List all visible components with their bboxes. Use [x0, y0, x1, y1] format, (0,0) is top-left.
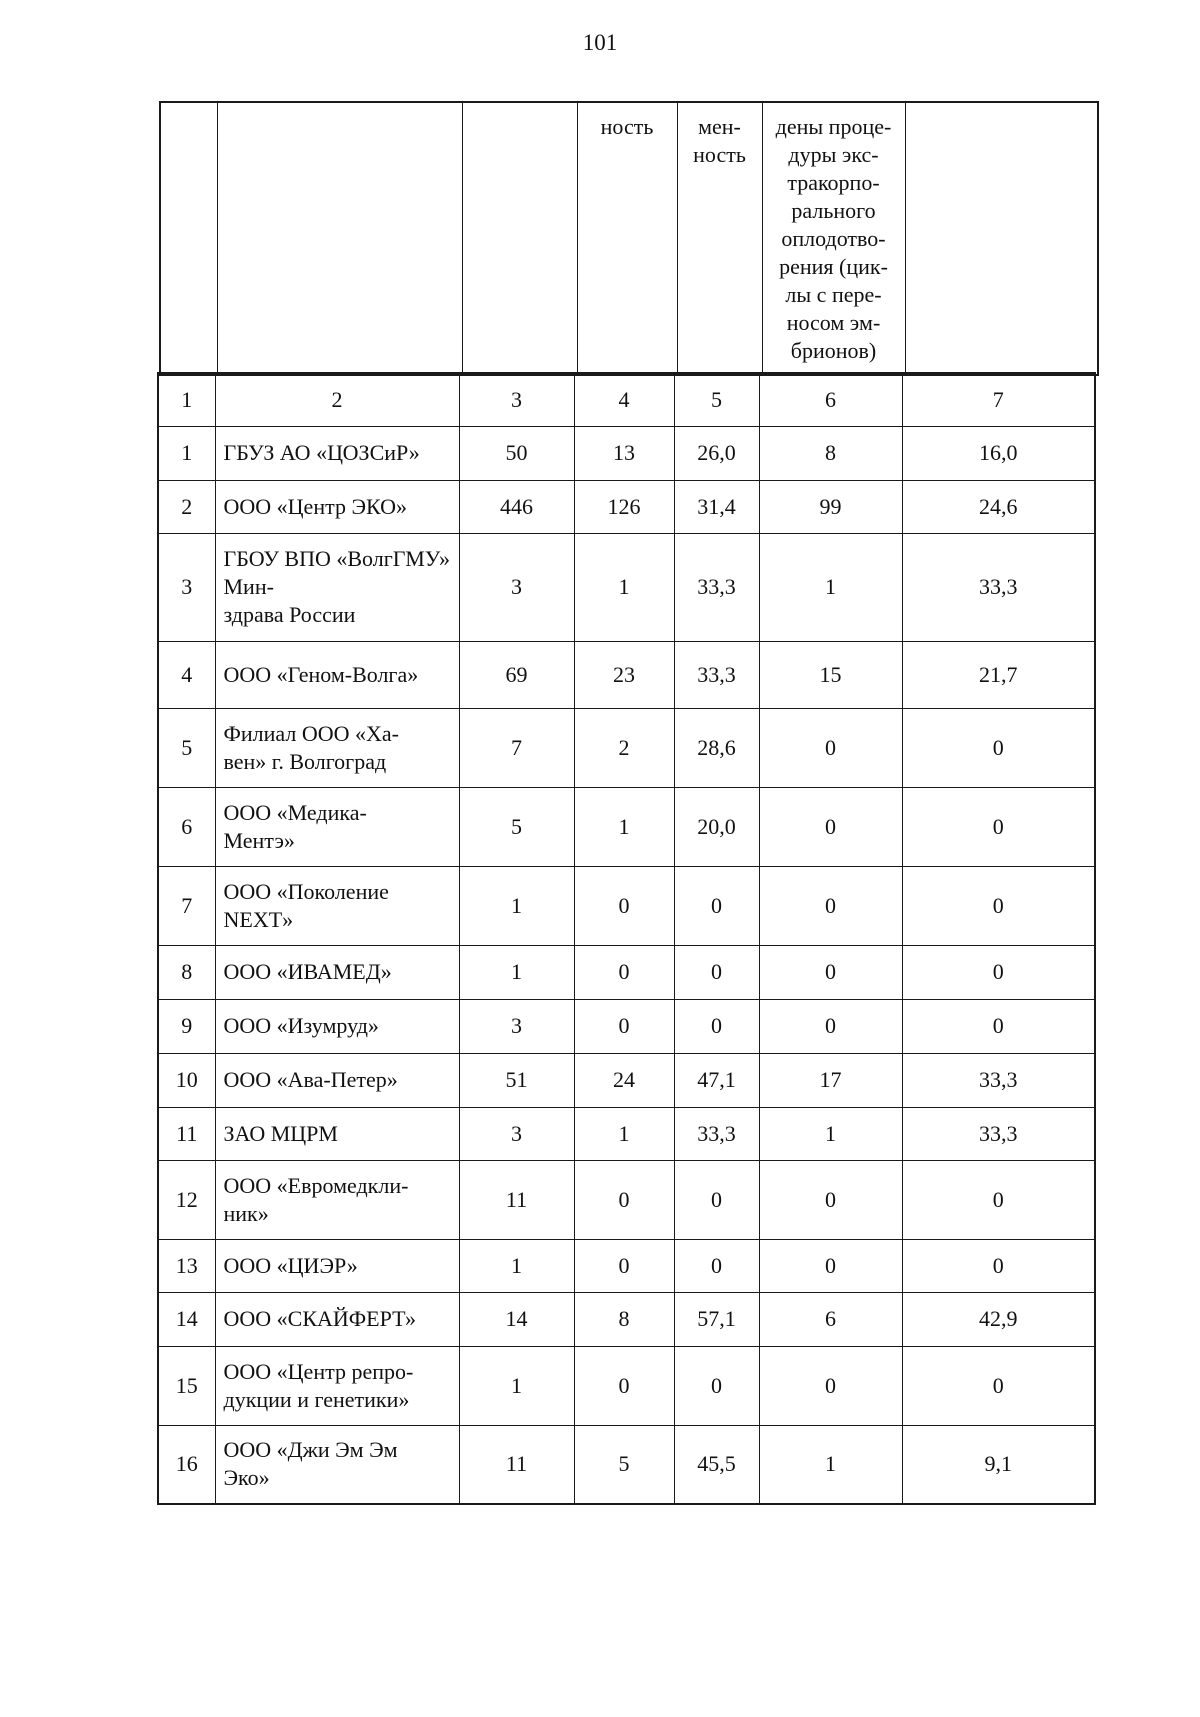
col6-value-cell: 17: [759, 1053, 902, 1107]
row-number-cell: 4: [158, 641, 215, 708]
organization-name-cell: ООО «Изумруд»: [215, 999, 459, 1053]
col3-value-cell: 3: [459, 999, 574, 1053]
table-row: [158, 1107, 1095, 1160]
organization-name-cell: ООО «Ава-Петер»: [215, 1053, 459, 1107]
col7-value-cell: 33,3: [902, 533, 1095, 641]
col5-value-cell: 45,5: [674, 1425, 759, 1504]
table-row: [158, 533, 1095, 641]
row-number-cell: 8: [158, 945, 215, 999]
col3-value-cell: 51: [459, 1053, 574, 1107]
col4-value-cell: 2: [574, 708, 674, 787]
col6-value-cell: 0: [759, 708, 902, 787]
col5-value-cell: 57,1: [674, 1292, 759, 1346]
column-number-row: [158, 373, 1095, 426]
table-row: [158, 945, 1095, 999]
col4-value-cell: 0: [574, 1239, 674, 1292]
organization-name-cell: ГБОУ ВПО «ВолгГМУ» Мин- здрава России: [215, 533, 459, 641]
organization-name-cell: ГБУЗ АО «ЦОЗСиР»: [215, 426, 459, 480]
col3-value-cell: 1: [459, 866, 574, 945]
header-text-col6: дены проце- дуры экс- тракорпо- рального оплодотво- рения (цик- лы с пере- носом эм- брионов): [775, 114, 892, 363]
row-number-cell: 5: [158, 708, 215, 787]
header-cell-col2: [217, 102, 462, 375]
col7-value-cell: 33,3: [902, 1053, 1095, 1107]
row-number-cell: 3: [158, 533, 215, 641]
col4-value-cell: 8: [574, 1292, 674, 1346]
col4-value-cell: 0: [574, 1346, 674, 1425]
table-header-continuation: [159, 101, 1099, 376]
table-row: [158, 1346, 1095, 1425]
col6-value-cell: 6: [759, 1292, 902, 1346]
col5-value-cell: 0: [674, 945, 759, 999]
table-row: [158, 866, 1095, 945]
col6-value-cell: 0: [759, 866, 902, 945]
col6-value-cell: 99: [759, 480, 902, 533]
col7-value-cell: 0: [902, 1346, 1095, 1425]
col4-value-cell: 1: [574, 1107, 674, 1160]
column-number-5: 5: [674, 373, 759, 426]
row-number-cell: 2: [158, 480, 215, 533]
table-row: [158, 1053, 1095, 1107]
col5-value-cell: 28,6: [674, 708, 759, 787]
organization-name-cell: ООО «Джи Эм Эм Эко»: [215, 1425, 459, 1504]
col7-value-cell: 42,9: [902, 1292, 1095, 1346]
col6-value-cell: 15: [759, 641, 902, 708]
header-text-col5: мен- ность: [693, 114, 746, 167]
col5-value-cell: 47,1: [674, 1053, 759, 1107]
col3-value-cell: 69: [459, 641, 574, 708]
col4-value-cell: 23: [574, 641, 674, 708]
col3-value-cell: 7: [459, 708, 574, 787]
row-number-cell: 16: [158, 1425, 215, 1504]
col7-value-cell: 0: [902, 708, 1095, 787]
table-row: [158, 480, 1095, 533]
header-cell-col6: [762, 102, 905, 375]
col5-value-cell: 20,0: [674, 787, 759, 866]
col5-value-cell: 26,0: [674, 426, 759, 480]
col5-value-cell: 0: [674, 1160, 759, 1239]
table-row: [158, 426, 1095, 480]
table-row: [158, 1239, 1095, 1292]
data-table-body: [158, 373, 1095, 1504]
header-cell-col5: [677, 102, 762, 375]
header-cell-col4: [577, 102, 677, 375]
col7-value-cell: 0: [902, 866, 1095, 945]
table-row: [158, 1425, 1095, 1504]
row-number-cell: 10: [158, 1053, 215, 1107]
col5-value-cell: 0: [674, 1346, 759, 1425]
col4-value-cell: 1: [574, 787, 674, 866]
column-number-4: 4: [574, 373, 674, 426]
table-row: [158, 1292, 1095, 1346]
organization-name-cell: ЗАО МЦРМ: [215, 1107, 459, 1160]
organization-name-cell: ООО «Центр ЭКО»: [215, 480, 459, 533]
col7-value-cell: 16,0: [902, 426, 1095, 480]
col7-value-cell: 9,1: [902, 1425, 1095, 1504]
row-number-cell: 1: [158, 426, 215, 480]
col5-value-cell: 0: [674, 866, 759, 945]
col7-value-cell: 0: [902, 787, 1095, 866]
col3-value-cell: 446: [459, 480, 574, 533]
row-number-cell: 6: [158, 787, 215, 866]
col6-value-cell: 8: [759, 426, 902, 480]
col7-value-cell: 0: [902, 945, 1095, 999]
col5-value-cell: 33,3: [674, 533, 759, 641]
col5-value-cell: 0: [674, 1239, 759, 1292]
col4-value-cell: 0: [574, 1160, 674, 1239]
col4-value-cell: 0: [574, 945, 674, 999]
col4-value-cell: 24: [574, 1053, 674, 1107]
col3-value-cell: 50: [459, 426, 574, 480]
col7-value-cell: 21,7: [902, 641, 1095, 708]
row-number-cell: 9: [158, 999, 215, 1053]
col6-value-cell: 1: [759, 533, 902, 641]
col3-value-cell: 3: [459, 533, 574, 641]
col6-value-cell: 0: [759, 1346, 902, 1425]
col3-value-cell: 5: [459, 787, 574, 866]
col4-value-cell: 0: [574, 999, 674, 1053]
header-cell-col7: [905, 102, 1098, 375]
organization-name-cell: ООО «Медика- Ментэ»: [215, 787, 459, 866]
col6-value-cell: 1: [759, 1107, 902, 1160]
column-number-1: 1: [158, 373, 215, 426]
table-row: [158, 1160, 1095, 1239]
row-number-cell: 7: [158, 866, 215, 945]
col6-value-cell: 0: [759, 1160, 902, 1239]
col7-value-cell: 33,3: [902, 1107, 1095, 1160]
organization-name-cell: ООО «Евромедкли- ник»: [215, 1160, 459, 1239]
col3-value-cell: 1: [459, 945, 574, 999]
col3-value-cell: 3: [459, 1107, 574, 1160]
col6-value-cell: 0: [759, 1239, 902, 1292]
col3-value-cell: 11: [459, 1425, 574, 1504]
col5-value-cell: 33,3: [674, 1107, 759, 1160]
table-row: [158, 999, 1095, 1053]
col5-value-cell: 0: [674, 999, 759, 1053]
organization-name-cell: ООО «ЦИЭР»: [215, 1239, 459, 1292]
col4-value-cell: 126: [574, 480, 674, 533]
organization-name-cell: ООО «Центр репро- дукции и генетики»: [215, 1346, 459, 1425]
col4-value-cell: 0: [574, 866, 674, 945]
page-number: 101: [582, 30, 618, 55]
col6-value-cell: 0: [759, 787, 902, 866]
col6-value-cell: 0: [759, 999, 902, 1053]
column-number-3: 3: [459, 373, 574, 426]
col7-value-cell: 0: [902, 1239, 1095, 1292]
col3-value-cell: 11: [459, 1160, 574, 1239]
row-number-cell: 12: [158, 1160, 215, 1239]
col3-value-cell: 1: [459, 1239, 574, 1292]
header-cell-col3: [462, 102, 577, 375]
col7-value-cell: 0: [902, 1160, 1095, 1239]
table-row: [158, 641, 1095, 708]
column-number-7: 7: [902, 373, 1095, 426]
col4-value-cell: 13: [574, 426, 674, 480]
table-row: [158, 708, 1095, 787]
col4-value-cell: 1: [574, 533, 674, 641]
col3-value-cell: 14: [459, 1292, 574, 1346]
organization-name-cell: ООО «Поколение NEXT»: [215, 866, 459, 945]
column-number-6: 6: [759, 373, 902, 426]
data-table: [157, 372, 1096, 1505]
row-number-cell: 13: [158, 1239, 215, 1292]
column-number-2: 2: [215, 373, 459, 426]
col6-value-cell: 1: [759, 1425, 902, 1504]
organization-name-cell: ООО «Геном-Волга»: [215, 641, 459, 708]
header-text-col4: ность: [600, 114, 654, 139]
col5-value-cell: 31,4: [674, 480, 759, 533]
row-number-cell: 11: [158, 1107, 215, 1160]
row-number-cell: 14: [158, 1292, 215, 1346]
col5-value-cell: 33,3: [674, 641, 759, 708]
organization-name-cell: ООО «ИВАМЕД»: [215, 945, 459, 999]
header-cell-col1: [160, 102, 217, 375]
organization-name-cell: Филиал ООО «Ха- вен» г. Волгоград: [215, 708, 459, 787]
row-number-cell: 15: [158, 1346, 215, 1425]
col7-value-cell: 0: [902, 999, 1095, 1053]
col7-value-cell: 24,6: [902, 480, 1095, 533]
table-row: [158, 787, 1095, 866]
organization-name-cell: ООО «СКАЙФЕРТ»: [215, 1292, 459, 1346]
col3-value-cell: 1: [459, 1346, 574, 1425]
col4-value-cell: 5: [574, 1425, 674, 1504]
col6-value-cell: 0: [759, 945, 902, 999]
